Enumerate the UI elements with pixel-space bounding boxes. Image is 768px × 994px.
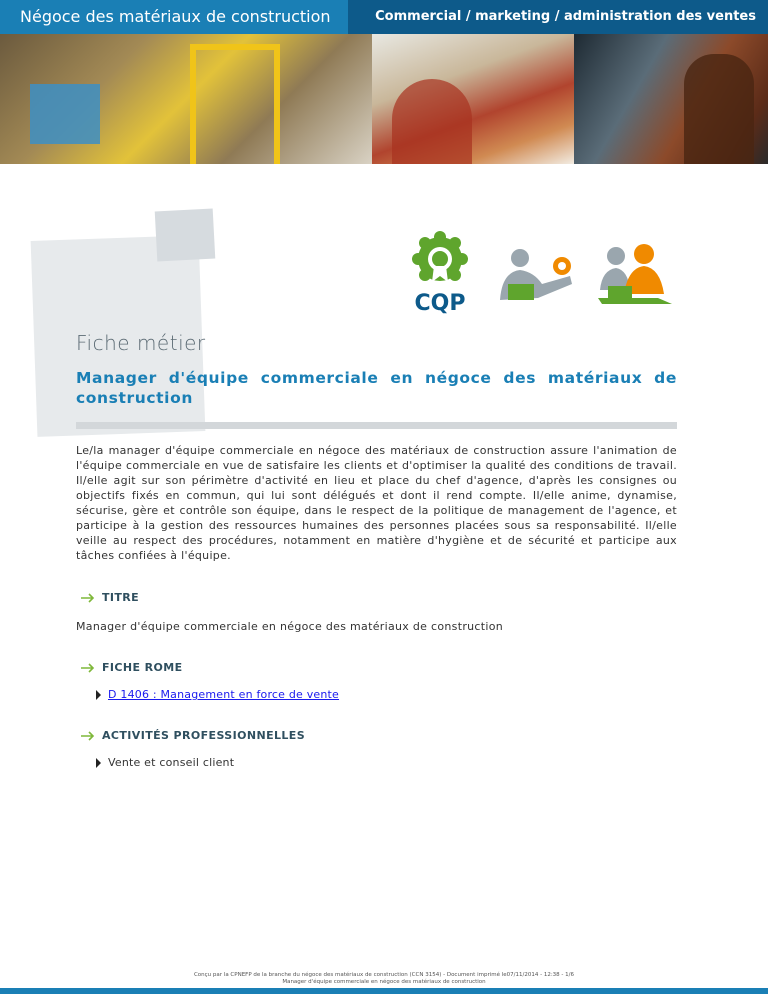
activite-item: Vente et conseil client <box>108 756 235 769</box>
cqp-badge-icon <box>412 231 468 282</box>
section-fiche-rome <box>76 661 677 701</box>
main-content <box>76 330 677 769</box>
divider <box>76 422 677 429</box>
triangle-bullet-icon <box>96 690 101 700</box>
rome-heading: FICHE ROME <box>102 661 183 674</box>
job-title: Manager d'équipe commerciale en négoce des matériaux de construction <box>76 369 677 407</box>
page-label: Fiche métier <box>76 331 206 355</box>
decorative-square-small <box>155 209 216 262</box>
delivery-photo <box>574 34 768 164</box>
footer-line-1: Conçu par la CPNEFP de la branche du négoce des matériaux de construction (CCN 3154) - Document imprimé le07/11/2014 - 12:38 - 1/6 <box>193 972 575 978</box>
domain-title: Commercial / marketing / administration des ventes <box>348 0 768 34</box>
top-banner <box>0 0 768 34</box>
arrow-right-icon <box>80 593 96 603</box>
section-activites <box>76 729 677 769</box>
section-heading <box>76 729 677 742</box>
arrow-right-icon <box>80 663 96 673</box>
person-certificate-icon <box>500 249 572 300</box>
activites-heading: ACTIVITÉS PROFESSIONNELLES <box>102 729 306 742</box>
list-item <box>96 756 677 769</box>
page-footer <box>0 972 768 986</box>
section-titre <box>76 591 677 633</box>
triangle-bullet-icon <box>96 758 101 768</box>
section-heading <box>76 591 677 604</box>
list-item <box>96 688 677 701</box>
job-description: Le/la manager d'équipe commerciale en négoce des matériaux de construction assure l'animation de l'équipe commerciale en vue de satisfaire les clients et d'optimiser la qualité des conditions de travail. Il/elle agit sur son périmètre d'activité en lieu et place du chef d'agence, d'après les consignes ou objectifs fixés en commun, qui lui sont délégués et dont il rend compte. Il/elle anime, dynamise, sécurise, gère et contrôle son équipe, dans le respect de la politique de management de l'agence, et participe à la gestion des ressources humaines des personnes placées sous sa responsabilité. Il/elle veille au respect des procédures, notamment en matière d'hygiène et de sécurité et participe aux tâches confiées à l'équipe. <box>76 444 677 562</box>
cqp-label: CQP <box>414 291 466 316</box>
titre-heading: TITRE <box>102 591 140 604</box>
footer-line-2: Manager d'équipe commerciale en négoce des matériaux de construction <box>282 979 486 985</box>
header-photo-strip <box>0 34 768 164</box>
bricks-photo <box>372 34 574 164</box>
team-icon <box>598 244 672 304</box>
sector-title: Négoce des matériaux de construction <box>0 0 348 34</box>
rome-link[interactable]: D 1406 : Management en force de vente <box>108 688 340 701</box>
titre-text: Manager d'équipe commerciale en négoce des matériaux de construction <box>76 620 504 633</box>
arrow-right-icon <box>80 731 96 741</box>
bottom-bar <box>0 988 768 994</box>
warehouse-photo <box>0 34 372 164</box>
section-heading <box>76 661 677 674</box>
cqp-logos <box>402 226 682 318</box>
